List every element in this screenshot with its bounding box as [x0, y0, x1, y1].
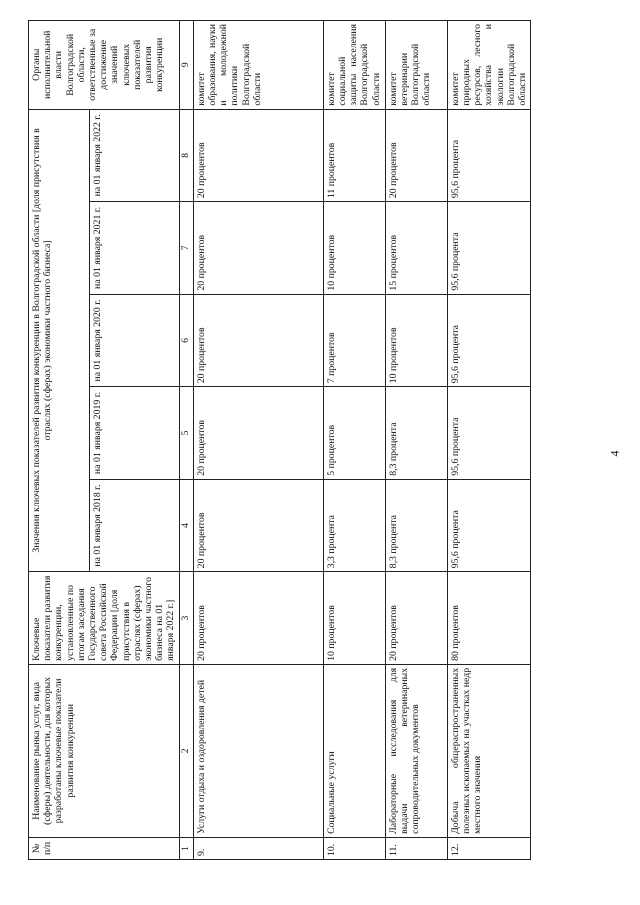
value-2021: 15 процентов — [385, 202, 447, 295]
table-row — [385, 21, 447, 860]
value-2022: 20 процентов — [385, 109, 447, 202]
header-market: Наименование рынка услуг, вида (сферы) деятельности, для которых разработаны ключевые показатели развития конкуренции — [29, 664, 180, 837]
value-2019: 20 процентов — [193, 387, 323, 480]
header-row-1 — [29, 21, 90, 860]
header-date: на 01 января 2022 г. — [89, 109, 179, 202]
kpi-value: 10 процентов — [323, 572, 385, 665]
table-row — [447, 21, 530, 860]
table-row — [193, 21, 323, 860]
responsible-org: комитет природных ресурсов, лесного хозяйства и экологии Волгоградской области — [447, 21, 530, 110]
market-name: Лабораторные исследования для выдачи ветеринарных сопроводительных документов — [385, 664, 447, 837]
value-2018: 3,3 процента — [323, 479, 385, 572]
value-2019: 95,6 процента — [447, 387, 530, 480]
value-2021: 20 процентов — [193, 202, 323, 295]
header-date: на 01 января 2019 г. — [89, 387, 179, 480]
header-values-group: Значения ключевых показателей развития конкуренции в Волгоградской области [доля присутствия в отраслях (сферах) экономики частного бизнеса] — [29, 109, 90, 572]
header-date: на 01 января 2018 г. — [89, 479, 179, 572]
header-no: № п/п — [29, 837, 180, 859]
value-2019: 5 процентов — [323, 387, 385, 480]
value-2020: 7 процентов — [323, 294, 385, 387]
value-2022: 20 процентов — [193, 109, 323, 202]
kpi-value: 20 процентов — [193, 572, 323, 665]
row-number: 11. — [385, 837, 447, 859]
value-2019: 8,3 процента — [385, 387, 447, 480]
value-2018: 20 процентов — [193, 479, 323, 572]
column-number-row — [179, 21, 193, 860]
column-number: 5 — [179, 387, 193, 480]
value-2022: 95,6 процента — [447, 109, 530, 202]
value-2020: 10 процентов — [385, 294, 447, 387]
header-date: на 01 января 2021 г. — [89, 202, 179, 295]
market-name: Добыча общераспространенных полезных ископаемых на участках недр местного значения — [447, 664, 530, 837]
column-number: 7 — [179, 202, 193, 295]
table-row — [323, 21, 385, 860]
rotated-table-container — [28, 20, 620, 860]
column-number: 4 — [179, 479, 193, 572]
value-2022: 11 процентов — [323, 109, 385, 202]
value-2018: 95,6 процента — [447, 479, 530, 572]
column-number: 2 — [179, 664, 193, 837]
column-number: 8 — [179, 109, 193, 202]
responsible-org: комитет ветеринарии Волгоградской области — [385, 21, 447, 110]
market-name: Социальные услуги — [323, 664, 385, 837]
value-2021: 95,6 процента — [447, 202, 530, 295]
value-2020: 20 процентов — [193, 294, 323, 387]
market-name: Услуги отдыха и оздоровления детей — [193, 664, 323, 837]
kpi-value: 20 процентов — [385, 572, 447, 665]
column-number: 1 — [179, 837, 193, 859]
kpi-value: 80 процентов — [447, 572, 530, 665]
row-number: 12. — [447, 837, 530, 859]
column-number: 6 — [179, 294, 193, 387]
value-2020: 95,6 процента — [447, 294, 530, 387]
value-2018: 8,3 процента — [385, 479, 447, 572]
value-2021: 10 процентов — [323, 202, 385, 295]
row-number: 10. — [323, 837, 385, 859]
column-number: 3 — [179, 572, 193, 665]
row-number: 9. — [193, 837, 323, 859]
kpi-table — [28, 20, 531, 860]
header-date: на 01 января 2020 г. — [89, 294, 179, 387]
header-kpi: Ключевые показатели развития конкуренции, установленные по итогам заседания Государственного совета Российской Федерации [доля присутствия в отраслях (сферах) экономики частного бизнеса на 01 января 2022 г.] — [29, 572, 180, 665]
responsible-org: комитет социальной защиты населения Волгоградской области — [323, 21, 385, 110]
page-number: 4 — [607, 450, 622, 457]
column-number: 9 — [179, 21, 193, 110]
responsible-org: комитет образования, науки и молодежной политики Волгоградской области — [193, 21, 323, 110]
header-org: Органы исполнительной власти Волгоградской области, ответственные за достижение значений ключевых показателей развития конкуренции — [29, 21, 180, 110]
